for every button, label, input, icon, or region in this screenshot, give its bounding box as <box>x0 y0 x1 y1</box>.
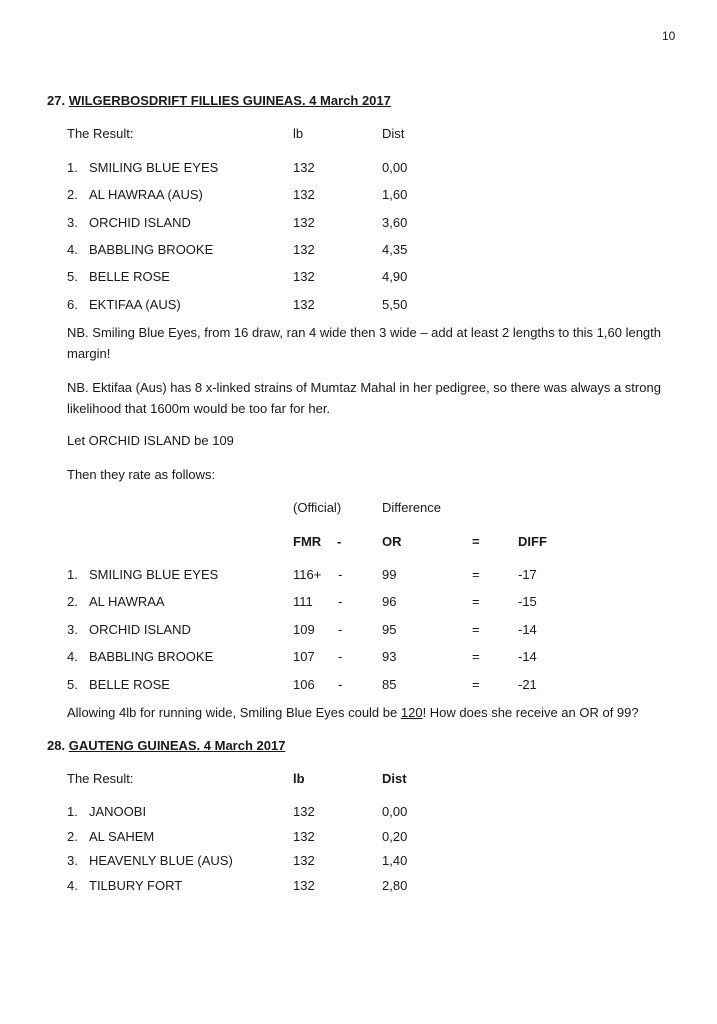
distance: 0,20 <box>382 828 408 844</box>
official-label: (Official) <box>293 500 342 515</box>
distance: 0,00 <box>382 160 408 175</box>
allowing-line <box>67 705 639 720</box>
fmr-value: 111 <box>293 594 313 610</box>
diff-value: -14 <box>518 621 537 637</box>
result-position: 3. <box>67 214 78 230</box>
lb-header-28: lb <box>293 771 305 786</box>
rating-dash: - <box>338 676 343 692</box>
results-label: The Result: <box>67 126 134 141</box>
section-27-heading <box>47 93 391 108</box>
dist-header: Dist <box>382 126 405 141</box>
section-28-heading <box>47 738 285 753</box>
weight-lb: 132 <box>293 877 315 893</box>
rating-position: 5. <box>67 676 78 692</box>
weight-lb: 132 <box>293 296 315 312</box>
horse-name: ORCHID ISLAND <box>89 214 191 230</box>
rating-dash: - <box>338 594 343 610</box>
rating-dash: - <box>338 649 343 665</box>
section-28-number: 28. <box>47 738 66 753</box>
distance: 3,60 <box>382 214 408 230</box>
page-number: 10 <box>662 29 676 43</box>
dash-header: - <box>337 534 342 549</box>
distance: 2,80 <box>382 877 408 893</box>
weight-lb: 132 <box>293 804 315 819</box>
rating-dash: - <box>338 621 343 637</box>
or-value: 96 <box>382 594 397 610</box>
fmr-value: 116+ <box>293 567 322 582</box>
rating-dash: - <box>338 567 343 582</box>
diff-value: -15 <box>518 594 537 610</box>
rating-position: 4. <box>67 649 78 665</box>
horse-name: HEAVENLY BLUE (AUS) <box>89 853 233 868</box>
rating-horse-name: SMILING BLUE EYES <box>89 567 219 582</box>
lb-header: lb <box>293 126 304 141</box>
horse-name: EKTIFAA (AUS) <box>89 296 181 312</box>
results-label-28: The Result: <box>67 771 134 786</box>
allowing-value: 120 <box>400 705 423 720</box>
or-value: 85 <box>382 676 397 692</box>
or-value: 99 <box>382 567 397 582</box>
horse-name: TILBURY FORT <box>89 877 183 893</box>
result-position: 2. <box>67 187 78 203</box>
section-27-number: 27. <box>47 93 66 108</box>
rating-horse-name: AL HAWRAA <box>89 594 165 610</box>
distance: 0,00 <box>382 804 408 819</box>
horse-name: BABBLING BROOKE <box>89 241 214 257</box>
result-position: 1. <box>67 804 78 819</box>
let-line: Let ORCHID ISLAND be 109 <box>67 433 234 448</box>
rating-horse-name: ORCHID ISLAND <box>89 621 191 637</box>
rating-position: 1. <box>67 567 78 582</box>
rating-equals: = <box>472 676 480 692</box>
result-position: 4. <box>67 241 78 257</box>
horse-name: AL HAWRAA (AUS) <box>89 187 203 203</box>
result-position: 2. <box>67 828 78 844</box>
distance: 1,40 <box>382 853 408 868</box>
allowing-text-after: ! How does she receive an OR of 99? <box>422 705 639 720</box>
result-position: 3. <box>67 853 78 868</box>
result-position: 5. <box>67 269 78 285</box>
dist-header-28: Dist <box>382 771 407 786</box>
distance: 4,35 <box>382 241 408 257</box>
diff-header: DIFF <box>518 534 547 549</box>
eq-header: = <box>472 534 480 549</box>
horse-name: AL SAHEM <box>89 828 155 844</box>
note-ektifaa: NB. Ektifaa (Aus) has 8 x-linked strains of Mumtaz Mahal in her pedigree, so there was always a strong likelihood that 1600m would be too far for her. <box>67 380 661 416</box>
result-position: 6. <box>67 296 78 312</box>
rating-equals: = <box>472 594 480 610</box>
difference-label: Difference <box>382 500 442 515</box>
diff-value: -21 <box>518 676 537 692</box>
rating-equals: = <box>472 649 480 665</box>
horse-name: SMILING BLUE EYES <box>89 160 219 175</box>
rating-horse-name: BABBLING BROOKE <box>89 649 214 665</box>
weight-lb: 132 <box>293 241 315 257</box>
horse-name: BELLE ROSE <box>89 269 170 285</box>
weight-lb: 132 <box>293 269 315 285</box>
or-value: 95 <box>382 621 397 637</box>
weight-lb: 132 <box>293 828 315 844</box>
fmr-value: 106 <box>293 676 315 692</box>
then-line: Then they rate as follows: <box>67 467 216 482</box>
rating-equals: = <box>472 621 480 637</box>
rating-position: 2. <box>67 594 78 610</box>
rating-position: 3. <box>67 621 78 637</box>
rating-horse-name: BELLE ROSE <box>89 676 170 692</box>
diff-value: -14 <box>518 649 537 665</box>
weight-lb: 132 <box>293 187 315 203</box>
distance: 5,50 <box>382 296 408 312</box>
weight-lb: 132 <box>293 853 315 868</box>
weight-lb: 132 <box>293 160 315 175</box>
rating-equals: = <box>472 567 480 582</box>
note-smiling-blue-eyes: NB. Smiling Blue Eyes, from 16 draw, ran 4 wide then 3 wide – add at least 2 lengths to this 1,60 length margin! <box>67 325 662 361</box>
allowing-text-before: Allowing 4lb for running wide, Smiling Blue Eyes could be <box>67 705 401 720</box>
fmr-value: 109 <box>293 621 315 637</box>
result-position: 4. <box>67 877 78 893</box>
fmr-value: 107 <box>293 649 315 665</box>
distance: 1,60 <box>382 187 408 203</box>
or-value: 93 <box>382 649 397 665</box>
distance: 4,90 <box>382 269 408 285</box>
weight-lb: 132 <box>293 214 315 230</box>
diff-value: -17 <box>518 567 537 582</box>
section-28-title: GAUTENG GUINEAS. 4 March 2017 <box>68 738 286 753</box>
fmr-header: FMR <box>293 534 322 549</box>
horse-name: JANOOBI <box>89 804 147 819</box>
result-position: 1. <box>67 160 78 175</box>
section-27-title: WILGERBOSDRIFT FILLIES GUINEAS. 4 March 2017 <box>68 93 391 108</box>
or-header: OR <box>382 534 402 549</box>
